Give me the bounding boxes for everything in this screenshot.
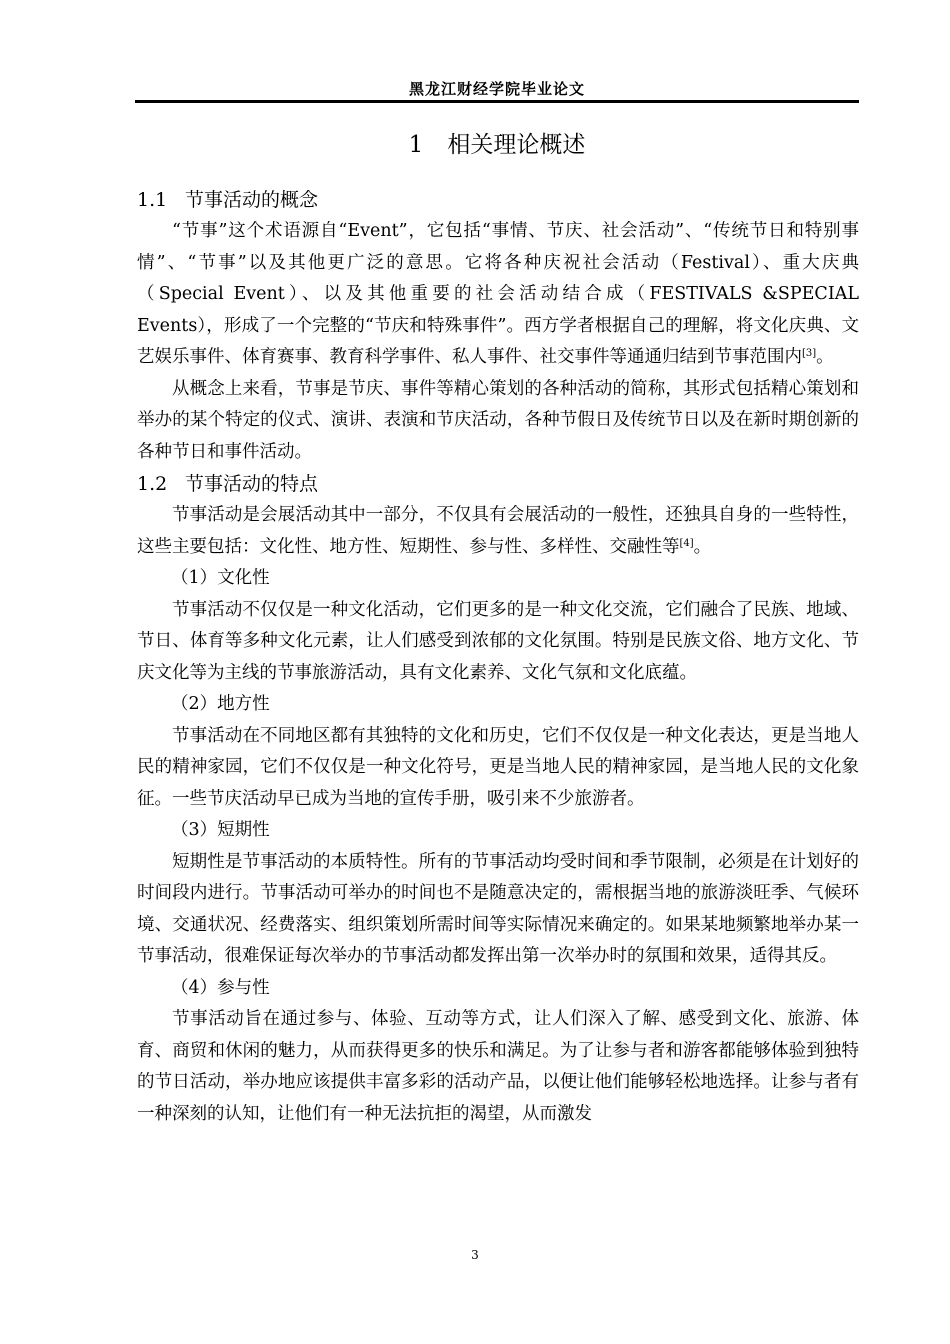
- section-title: 节事活动的特点: [185, 473, 319, 495]
- section-number: 1.1: [137, 189, 168, 211]
- subheading-participation: （4）参与性: [171, 977, 270, 998]
- paragraph: [137, 216, 859, 374]
- section-number: 1.2: [137, 473, 168, 495]
- paragraph-text: “节事”这个术语源自“Event”，它包括“事情、节庆、社会活动”、“传统节日和特别事情”、“节事”以及其他更广泛的意思。它将各种庆祝社会活动（Festival）、重大庆典（Special Event）、以及其他重要的社会活动结合成（FESTIVALS &SPECIAL Events），形成了一个完整的“节庆和特殊事件”。西方学者根据自己的理解，将文化庆典、文艺娱乐事件、体育赛事、教育科学事件、私人事件、社交事件等通通归结到节事范围内: [137, 221, 859, 367]
- chapter-title-text: 相关理论概述: [447, 132, 586, 158]
- running-header: 黑龙江财经学院毕业论文: [408, 80, 585, 98]
- section-heading-1-1: [137, 184, 859, 216]
- paragraph-end: 。: [693, 536, 712, 557]
- subheading-short-term: （3）短期性: [171, 820, 270, 840]
- chapter-number: 1: [408, 132, 424, 158]
- citation-ref: [3]: [802, 348, 817, 359]
- citation-ref: [4]: [679, 537, 694, 549]
- page-number: 3: [471, 1248, 479, 1262]
- paragraph-end: 。: [816, 347, 834, 367]
- chapter-title: [135, 126, 859, 159]
- paragraph: 节事活动在不同地区都有其独特的文化和历史，它们不仅仅是一种文化表达，更是当地人民的精神家园，它们不仅仅是一种文化符号，更是当地人民的精神家园，是当地人民的文化象征。一些节庆活动早已成为当地的宣传手册，吸引来不少旅游者。: [137, 725, 859, 809]
- header-rule: [135, 100, 859, 103]
- subheading-local: （2）地方性: [171, 694, 270, 714]
- subheading-cultural: （1）文化性: [171, 568, 270, 588]
- paragraph: 节事活动旨在通过参与、体验、互动等方式，让人们深入了解、感受到文化、旅游、体育、商贸和休闲的魅力，从而获得更多的快乐和满足。为了让参与者和游客都能够体验到独特的节日活动，举办地应该提供丰富多彩的活动产品，以便让他们能够轻松地选择。让参与者有一种深刻的认知，让他们有一种无法抗拒的渴望，从而激发: [137, 1009, 859, 1124]
- paragraph: 节事活动不仅仅是一种文化活动，它们更多的是一种文化交流，它们融合了民族、地域、节日、体育等多种文化元素，让人们感受到浓郁的文化氛围。特别是民族文俗、地方文化、节庆文化等为主线的节事旅游活动，具有文化素养、文化气氛和文化底蕴。: [137, 599, 859, 683]
- section-title: 节事活动的概念: [185, 189, 319, 211]
- section-heading-1-2: [137, 468, 859, 500]
- paragraph: [137, 500, 859, 563]
- paragraph: 从概念上来看，节事是节庆、事件等精心策划的各种活动的简称，其形式包括精心策划和举办的某个特定的仪式、演讲、表演和节庆活动，各种节假日及传统节日以及在新时期创新的各种节日和事件活动。: [137, 378, 859, 462]
- paragraph: 短期性是节事活动的本质特性。所有的节事活动均受时间和季节限制，必须是在计划好的时间段内进行。节事活动可举办的时间也不是随意决定的，需根据当地的旅游淡旺季、气候环境、交通状况、经费落实、组织策划所需时间等实际情况来确定的。如果某地频繁地举办某一节事活动，很难保证每次举办的节事活动都发挥出第一次举办时的氛围和效果，适得其反。: [137, 851, 859, 966]
- paragraph-text: 节事活动是会展活动其中一部分，不仅具有会展活动的一般性，还独具自身的一些特性，这些主要包括：文化性、地方性、短期性、参与性、多样性、交融性等: [137, 505, 859, 557]
- body-content: [137, 184, 859, 1130]
